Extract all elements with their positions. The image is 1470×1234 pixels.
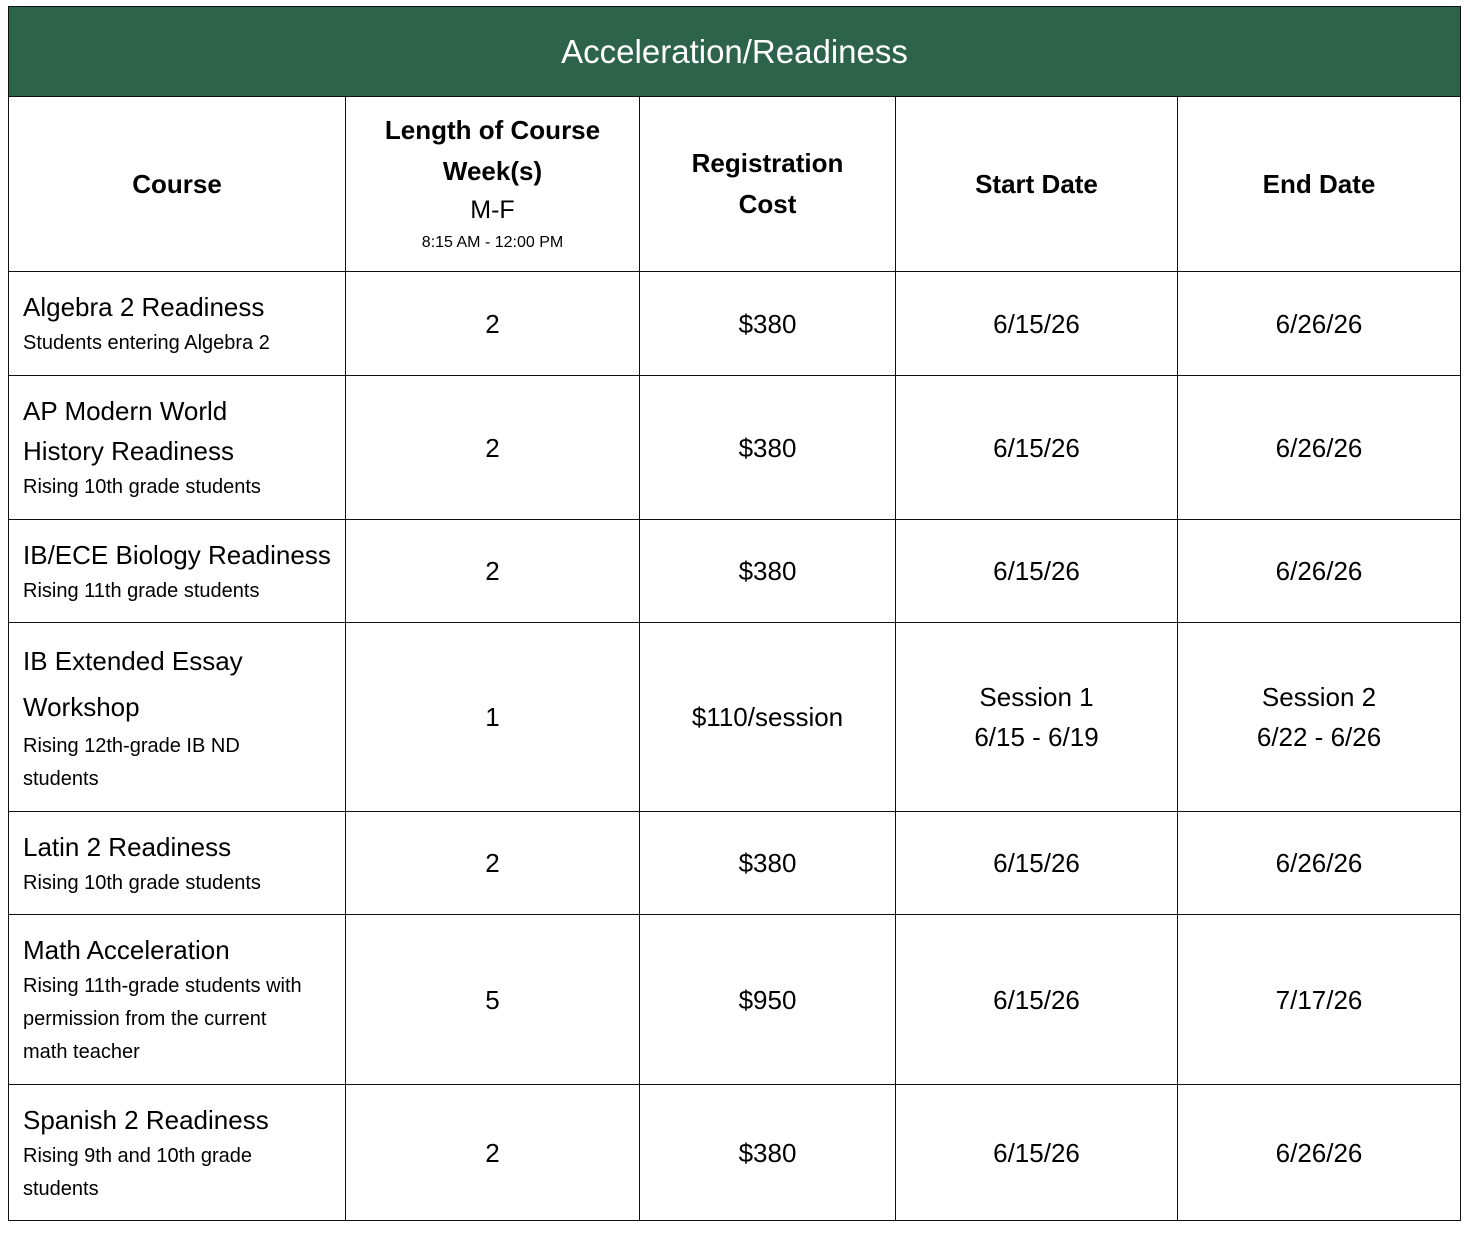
start-date-cell: 6/15/26: [896, 1085, 1178, 1221]
course-name-line2: History Readiness: [23, 436, 234, 466]
weeks-cell: 2: [346, 1085, 640, 1221]
course-name-line2: Workshop: [23, 692, 140, 722]
start-date-cell: [896, 623, 1178, 812]
course-description-line3: math teacher: [23, 1041, 140, 1063]
header-length: [346, 97, 640, 272]
course-schedule-table: [8, 6, 1461, 1221]
end-date-cell: 6/26/26: [1178, 376, 1461, 520]
end-date-cell: 6/26/26: [1178, 812, 1461, 915]
start-session-dates: 6/15 - 6/19: [974, 722, 1099, 752]
weeks-cell: 1: [346, 623, 640, 812]
start-date-cell: 6/15/26: [896, 812, 1178, 915]
header-length-line1: Length of Course: [384, 115, 601, 145]
course-cell: [9, 915, 346, 1085]
course-description: Rising 10th grade students: [23, 476, 261, 498]
table-title: Acceleration/Readiness: [9, 7, 1461, 97]
course-cell: [9, 812, 346, 915]
course-name: Algebra 2 Readiness: [23, 292, 265, 322]
end-date-cell: 6/26/26: [1178, 272, 1461, 376]
cost-cell: $110/session: [640, 623, 896, 812]
header-cost-line1: Registration: [691, 148, 844, 178]
table-row: [9, 272, 1461, 376]
start-date-cell: 6/15/26: [896, 272, 1178, 376]
table-row: [9, 520, 1461, 623]
header-cost: [640, 97, 896, 272]
course-description-line1: Rising 12th-grade IB ND: [23, 735, 240, 757]
end-session-label: Session 2: [1261, 682, 1377, 712]
table-row: [9, 915, 1461, 1085]
course-cell: [9, 1085, 346, 1221]
weeks-cell: 2: [346, 272, 640, 376]
header-length-hours: 8:15 AM - 12:00 PM: [421, 234, 564, 251]
table-row: [9, 1085, 1461, 1221]
weeks-cell: 2: [346, 520, 640, 623]
course-description-line2: students: [23, 1177, 99, 1200]
course-description-line2: permission from the current: [23, 1008, 267, 1030]
start-date-cell: 6/15/26: [896, 915, 1178, 1085]
course-cell: [9, 520, 346, 623]
end-date-cell: [1178, 623, 1461, 812]
course-description: Rising 11th grade students: [23, 579, 260, 602]
course-cell: [9, 623, 346, 812]
header-course: Course: [9, 97, 346, 272]
cost-cell: $380: [640, 272, 896, 376]
cost-cell: $380: [640, 520, 896, 623]
course-name: Math Acceleration: [23, 935, 230, 965]
end-date-cell: 7/17/26: [1178, 915, 1461, 1085]
course-name: IB/ECE Biology Readiness: [23, 539, 331, 570]
cost-cell: $380: [640, 1085, 896, 1221]
course-description: Students entering Algebra 2: [23, 332, 270, 354]
header-start-date: Start Date: [896, 97, 1178, 272]
table-row: [9, 812, 1461, 915]
table-row: [9, 623, 1461, 812]
course-name-line1: AP Modern World: [23, 396, 228, 426]
course-cell: [9, 376, 346, 520]
end-date-cell: 6/26/26: [1178, 1085, 1461, 1221]
end-session-dates: 6/22 - 6/26: [1256, 722, 1382, 752]
course-description-line1: Rising 9th and 10th grade: [23, 1144, 253, 1167]
course-schedule-table-wrapper: [8, 6, 1460, 1221]
header-end-date: End Date: [1178, 97, 1461, 272]
course-description: Rising 10th grade students: [23, 871, 261, 894]
end-date-cell: 6/26/26: [1178, 520, 1461, 623]
course-name: Latin 2 Readiness: [23, 831, 232, 862]
start-date-cell: 6/15/26: [896, 520, 1178, 623]
cost-cell: $380: [640, 812, 896, 915]
cost-cell: $950: [640, 915, 896, 1085]
table-title-row: [9, 7, 1461, 97]
course-name: Spanish 2 Readiness: [23, 1104, 269, 1135]
course-description-line2: students: [23, 768, 99, 790]
header-length-line2: Week(s): [442, 156, 543, 186]
course-description-line1: Rising 11th-grade students with: [23, 975, 302, 997]
course-cell: [9, 272, 346, 376]
cost-cell: $380: [640, 376, 896, 520]
weeks-cell: 5: [346, 915, 640, 1085]
header-row: [9, 97, 1461, 272]
header-cost-line2: Cost: [738, 189, 797, 219]
weeks-cell: 2: [346, 812, 640, 915]
header-length-days: M-F: [470, 196, 515, 224]
course-name-line1: IB Extended Essay: [23, 646, 243, 676]
weeks-cell: 2: [346, 376, 640, 520]
start-session-label: Session 1: [979, 682, 1094, 712]
start-date-cell: 6/15/26: [896, 376, 1178, 520]
table-row: [9, 376, 1461, 520]
